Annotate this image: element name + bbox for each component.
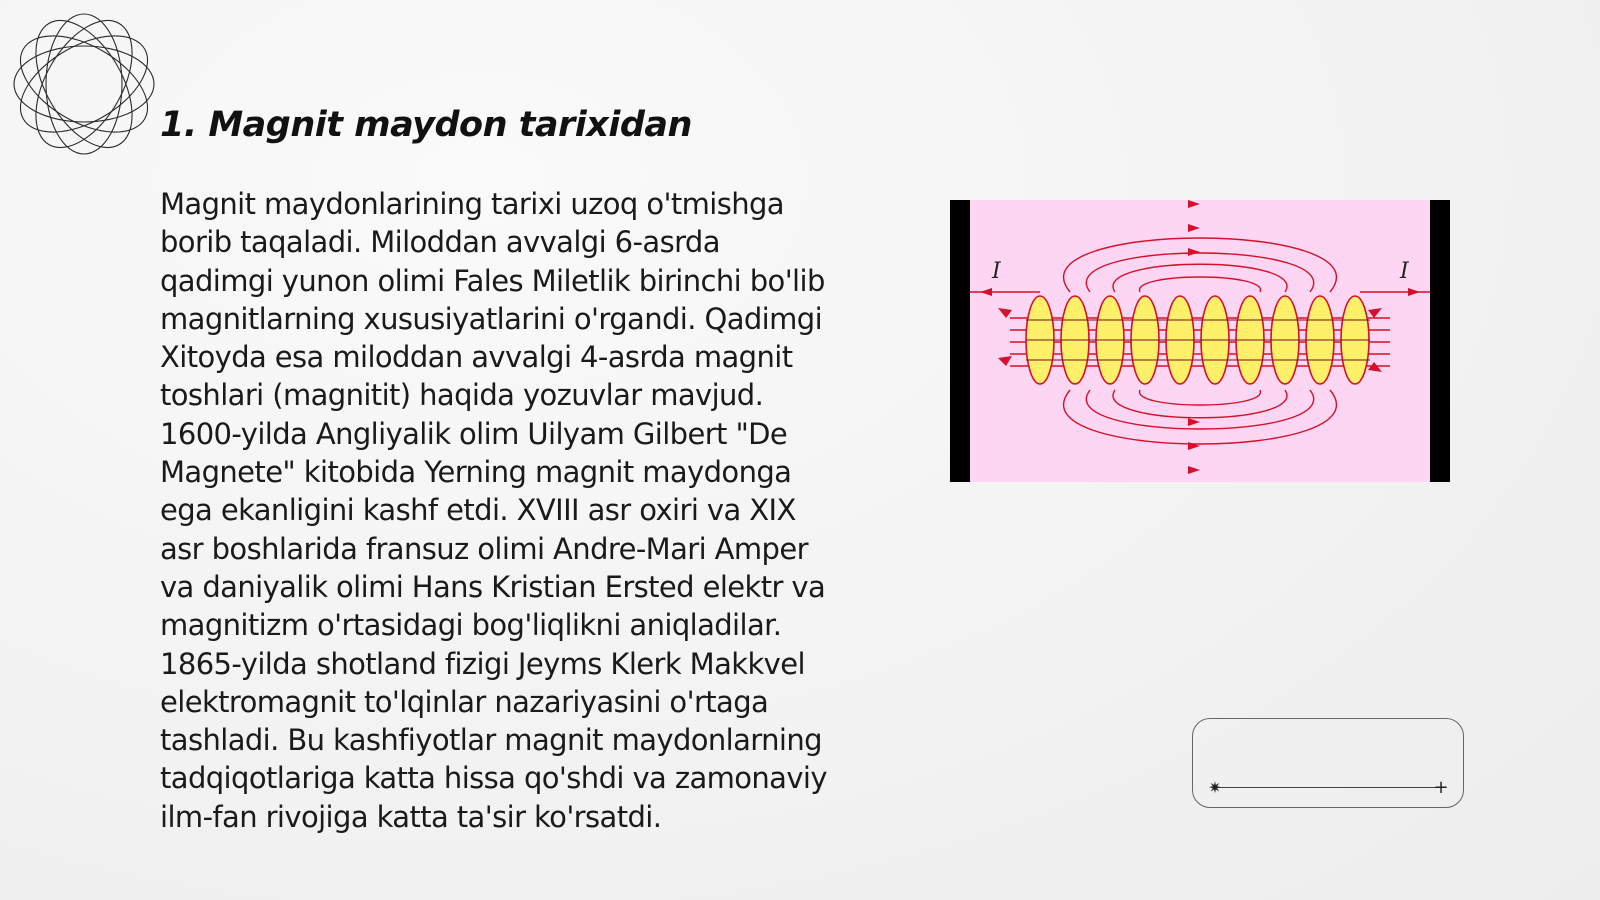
right-plate — [1430, 200, 1450, 482]
figure-background — [950, 200, 1450, 482]
seek-track[interactable] — [1215, 787, 1439, 788]
solenoid-diagram — [950, 200, 1450, 482]
media-player-control[interactable] — [1192, 718, 1464, 808]
solenoid-field-figure — [950, 200, 1450, 482]
left-plate — [950, 200, 970, 482]
slide-body-text: Magnit maydonlarining tarixi uzoq o'tmishga borib taqaladi. Miloddan avvalgi 6-asrda qadimgi yunon olimi Fales Miletlik birinchi bo'lib magnitlarning xususiyatlarini o'rgandi. Qadimgi Xitoyda esa miloddan avvalgi 4-asrda magnit toshlari (magnitit) haqida yozuvlar mavjud. 1600-yilda Angliyalik olim Uilyam Gilbert "De Magnete" kitobida Yerning magnit maydonga ega ekanligini kashf etdi. XVIII asr oxiri va XIX asr boshlarida fransuz olimi Andre-Mari Amper va daniyalik olimi Hans Kristian Ersted elektr va magnitizm o'rtasidagi bog'liqlikni aniqladilar. 1865-yilda shotland fizigi Jeyms Klerk Makkvel elektromagnit to'lqinlar nazariyasini o'rtaga tashladi. Bu kashfiyotlar magnit maydonlarning tadqiqotlariga katta hissa qo'shdi va zamonaviy ilm-fan rivojiga katta ta'sir ko'rsatdi. — [160, 187, 827, 834]
current-label-right: I — [1400, 259, 1409, 284]
crosshair-icon[interactable]: + — [1433, 777, 1449, 798]
sparkle-icon[interactable]: ✷ — [1208, 778, 1222, 797]
slide-title: 1. Magnit maydon tarixidan — [160, 105, 692, 145]
current-label-left: I — [992, 259, 1001, 284]
decorative-rosette-icon — [8, 8, 160, 160]
